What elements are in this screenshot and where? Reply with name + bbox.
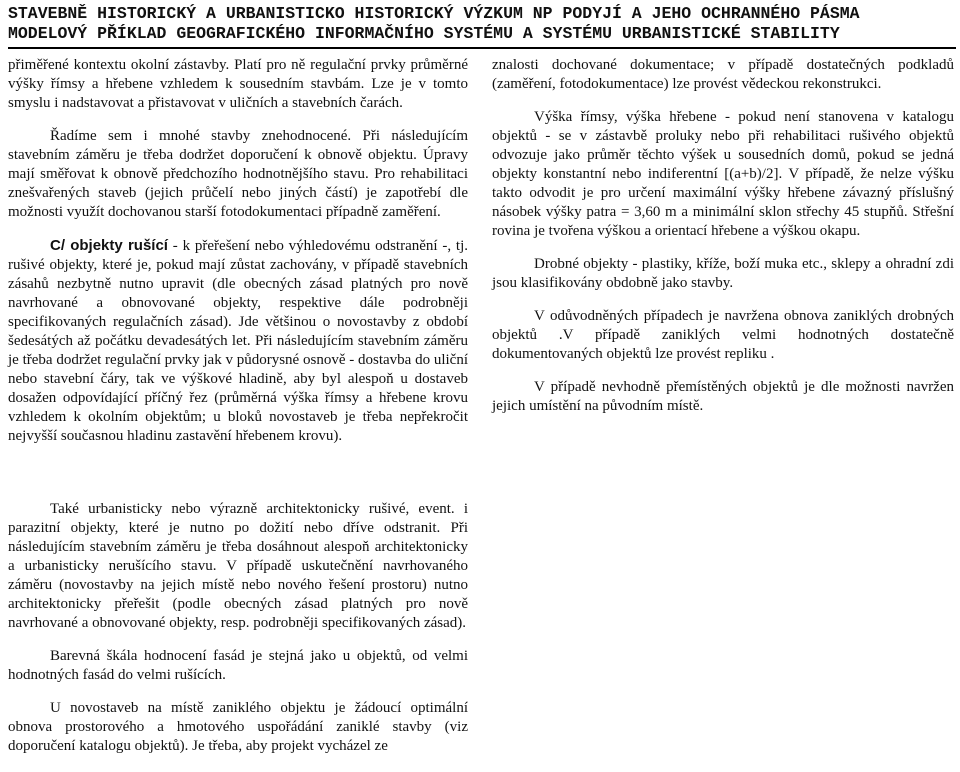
bottom-column xyxy=(8,500,468,770)
bottom-paragraph-1: Také urbanisticky nebo výrazně architektonicky rušivé, event. i parazitní objekty, které je nutno po dožití nebo dříve odstranit. Při následujícím stavebním záměru je třeba dosáhnout alespoň architektonicky a urbanisticky nerušícího stavu. V případě uskutečnění navrhovaného záměru (novostavby na jejich místě nebo nového řešení prostoru) nutno architektonicky přeřešit (podle obecných zásad platných pro nově navrhované a obnovované objekty, resp. podrobněji specifikovaných zásad). xyxy=(8,501,468,631)
left-paragraph-1: přiměřené kontextu okolní zástavby. Platí pro ně regulační prvky průměrné výšky římsy a hřebene vzhledem k sousedním stavbám. Lze je v tomto smyslu i nadstavovat a přistavovat v uličních a stavebních čarách. xyxy=(8,57,468,111)
page-header xyxy=(8,4,956,49)
right-column xyxy=(492,56,954,430)
header-line-2: MODELOVÝ PŘÍKLAD GEOGRAFICKÉHO INFORMAČNÍHO SYSTÉMU A SYSTÉMU URBANISTICKÉ STABILITY xyxy=(8,24,840,43)
header-line-1: STAVEBNĚ HISTORICKÝ A URBANISTICKO HISTORICKÝ VÝZKUM NP PODYJÍ A JEHO OCHRANNÉHO PÁSMA xyxy=(8,4,860,23)
right-paragraph-1: znalosti dochované dokumentace; v případě dostatečných podkladů (zaměření, fotodokumentace) lze provést vědeckou rekonstrukci. xyxy=(492,57,954,92)
right-paragraph-2: Výška římsy, výška hřebene - pokud není stanovena v katalogu objektů - se v zástavbě proluky nebo při rehabilitaci rušivého objektů odvozuje jako průměr těchto výšek u sousedních domů, pokud se jedná objekty konstantní nebo indiferentní [(a+b)/2]. V případě, že nelze výšku takto odvodit je pro určení maximální výšky hřebene závazný příslušný násobek výšky patra = 3,60 m a minimální sklon střechy 45 stupňů. Střešní rovina je tvořena výškou a orientací hřebene a výškou okapu. xyxy=(492,109,954,239)
bottom-paragraph-3: U novostaveb na místě zaniklého objektu je žádoucí optimální obnova prostorového a hmotového uspořádání zaniklé stavby (viz doporučení katalogu objektů). Je třeba, aby projekt vycházel ze xyxy=(8,700,468,754)
right-paragraph-5: V případě nevhodně přemístěných objektů je dle možnosti navržen jejich umístění na původním místě. xyxy=(492,379,954,414)
right-paragraph-3: Drobné objekty - plastiky, kříže, boží muka etc., sklepy a ohradní zdi jsou klasifikovány obdobně jako stavby. xyxy=(492,256,954,291)
left-column xyxy=(8,56,468,460)
left-paragraph-3-text: - k přeřešení nebo výhledovému odstranění -, tj. rušivé objekty, které je, pokud mají zůstat zachovány, v případě stavebních zásahů nezbytně nutno upravit (dle obecných zásad platných pro nově navrhované a obnovované objekty, respektive dále podrobněji specifikovaných regulačních zásad). Jde většinou o novostavby z období šedesátých až počátku devadesátých let. Při následujícím stavebním záměru je třeba dodržet regulační prvky jak v půdorysné osnově - dostavba do uliční nebo stavební čáry, tak ve výškové hladině, aby byl alespoň u dostaveb dosažen odpovídající příčný řez (průměrná výška římsy a hřebene krovu vzhledem k okolním objektům; u bloků novostaveb je třeba nepřekročit nejvyšší současnou hladinu zastavění hřebenem krovu). xyxy=(8,238,468,444)
right-paragraph-4: V odůvodněných případech je navržena obnova zaniklých drobných objektů .V případě zaniklých velmi hodnotných dostatečně dokumentovaných objektů lze provést repliku . xyxy=(492,308,954,362)
section-c-label: C/ objekty rušící xyxy=(50,237,168,254)
bottom-paragraph-2: Barevná škála hodnocení fasád je stejná jako u objektů, od velmi hodnotných fasád do velmi rušících. xyxy=(8,648,468,683)
left-paragraph-3 xyxy=(8,236,468,446)
left-paragraph-2: Řadíme sem i mnohé stavby znehodnocené. Při následujícím stavebním záměru je třeba dodržet doporučení k obnově objektu. Úpravy mají směřovat k obnově předchozího hodnotnějšího stavu. Pro rehabilitaci znešvařených staveb (jejich průčelí nebo jiných částí) je zapotřebí dle možnosti využít dochovanou starší fotodokumentaci případně zaměření. xyxy=(8,128,468,220)
